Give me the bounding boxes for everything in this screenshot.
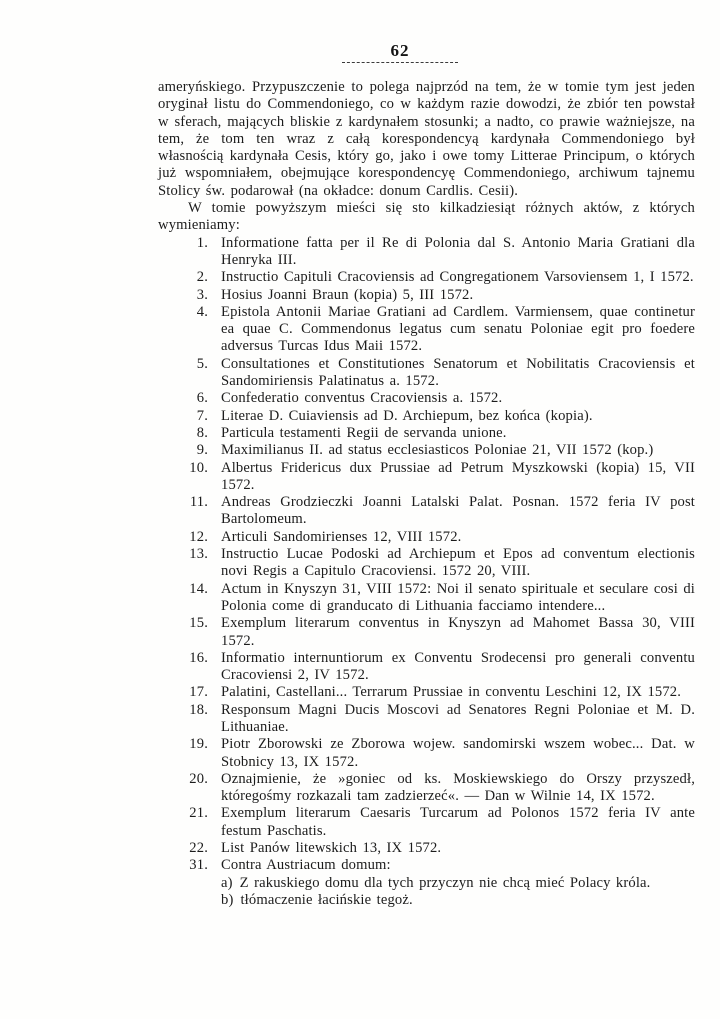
item-text (221, 736, 695, 771)
item-text (221, 771, 695, 806)
list-item (158, 771, 695, 806)
item-text-main: Maximilianus II. ad status ecclesiasticos Poloniae 21, VII 1572 (kop.) (221, 442, 654, 459)
item-text (221, 805, 695, 840)
text-block (158, 79, 695, 909)
item-number: 10. (189, 459, 208, 476)
list-item (158, 356, 695, 391)
item-number: 16. (189, 649, 208, 666)
page-header (340, 42, 460, 63)
act-list (158, 235, 695, 910)
item-number: 20. (189, 770, 208, 787)
list-item (158, 857, 695, 909)
item-text (221, 494, 695, 529)
item-number: 14. (189, 580, 208, 597)
item-number: 2. (196, 269, 208, 286)
item-number: 4. (196, 303, 208, 320)
item-text (221, 304, 695, 356)
item-text-main: Epistola Antonii Mariae Gratiani ad Cardlem. Varmiensem, quae continetur ea quae C. Commendonus legatus cum senatu Poloniae egit pro foedere adversus Turcas Idus Maii 1572. (221, 303, 695, 355)
list-item (158, 425, 695, 442)
item-text-main: Hosius Joanni Braun (kopia) 5, III 1572. (221, 286, 474, 303)
list-item (158, 287, 695, 304)
item-text (221, 390, 695, 407)
list-item (158, 684, 695, 701)
item-number: 19. (189, 736, 208, 753)
item-text-main: Albertus Fridericus dux Prussiae ad Petrum Myszkowski (kopia) 15, VII 1572. (221, 459, 695, 493)
list-item (158, 581, 695, 616)
item-number: 7. (196, 407, 208, 424)
list-item (158, 805, 695, 840)
item-text (221, 529, 695, 546)
item-text (221, 546, 695, 581)
list-item (158, 702, 695, 737)
list-item (158, 650, 695, 685)
item-text-main: Literae D. Cuiaviensis ad D. Archiepum, bez końca (kopia). (221, 407, 593, 424)
item-text-main: Informatio internuntiorum ex Conventu Srodecensi pro generali conventu Cracoviensi 2, IV 1572. (221, 649, 695, 684)
item-text (221, 857, 695, 909)
item-text (221, 581, 695, 616)
item-text-main: Consultationes et Constitutiones Senatorum et Nobilitatis Cracoviensis et Sandomiriensis Palatinatus a. 1572. (221, 355, 695, 390)
item-text-main: Responsum Magni Ducis Moscovi ad Senatores Regni Poloniae et M. D. Lithuaniae. (221, 701, 695, 735)
sub-item-label: b) (221, 891, 234, 908)
list-item (158, 529, 695, 546)
item-text-main: Palatini, Castellani... Terrarum Prussiae in conventu Leschini 12, IX 1572. (221, 684, 682, 701)
page-number: 62 (390, 41, 410, 60)
list-item (158, 304, 695, 356)
list-item (158, 235, 695, 270)
paragraph-intro: W tomie powyższym mieści się sto kilkadziesiąt różnych aktów, z których wymieniamy: (158, 200, 695, 234)
item-text (221, 408, 695, 425)
item-number: 8. (196, 424, 208, 441)
page-number-rule (342, 62, 458, 63)
item-number: 3. (196, 286, 208, 303)
item-number: 1. (196, 234, 208, 251)
list-item (158, 494, 695, 529)
item-text-main: Actum in Knyszyn 31, VIII 1572: Noi il senato spirituale et seculare cosi di Polonia come di granducato di Lithuania facciamo intendere... (221, 580, 695, 614)
item-text-main: Oznajmienie, że »goniec od ks. Moskiewskiego do Orszy przyszedł, któregośmy rozkazali tam zadzierzeć«. — Dan w Wilnie 14, IX 1572. (221, 770, 695, 805)
item-text-main: List Panów litewskich 13, IX 1572. (221, 840, 442, 857)
item-text (221, 442, 695, 459)
item-text-main: Instructio Capituli Cracoviensis ad Congregationem Varsoviensem 1, I 1572. (221, 269, 694, 286)
item-text-main: Confederatio conventus Cracoviensis a. 1572. (221, 390, 503, 407)
item-text-main: Particula testamenti Regii de servanda unione. (221, 424, 507, 441)
item-text (221, 615, 695, 650)
item-number: 13. (189, 546, 208, 563)
list-item (158, 840, 695, 857)
item-text (221, 684, 695, 701)
list-item (158, 408, 695, 425)
item-number: 15. (189, 615, 208, 632)
item-text-main: Piotr Zborowski ze Zborowa wojew. sandomirski wszem wobec... Dat. w Stobnicy 13, IX 1572. (221, 736, 695, 770)
list-item (158, 736, 695, 771)
item-text (221, 840, 695, 857)
sub-item-label: a) (221, 874, 233, 891)
item-text-main: Articuli Sandomirienses 12, VIII 1572. (221, 528, 462, 545)
item-text (221, 650, 695, 685)
item-text (221, 356, 695, 391)
item-number: 11. (189, 494, 208, 511)
item-number: 17. (189, 684, 208, 701)
item-number: 6. (196, 390, 208, 407)
item-text (221, 425, 695, 442)
item-text-main: Exemplum literarum Caesaris Turcarum ad Polonos 1572 feria IV ante festum Paschatis. (221, 805, 695, 839)
item-number: 22. (189, 840, 208, 857)
item-text-main: Andreas Grodzieczki Joanni Latalski Palat. Posnan. 1572 feria IV post Bartolomeum. (221, 494, 695, 528)
list-item (158, 269, 695, 286)
list-item (158, 390, 695, 407)
item-text (221, 269, 695, 286)
sub-item-text: tłómaczenie łacińskie tegoż. (240, 891, 413, 908)
item-number: 21. (189, 805, 208, 822)
item-number: 31. (189, 857, 208, 874)
item-number: 18. (189, 701, 208, 718)
list-item (158, 615, 695, 650)
list-item (158, 546, 695, 581)
sub-item-text: Z rakuskiego domu dla tych przyczyn nie chcą mieć Polacy króla. (239, 874, 651, 891)
item-number: 9. (196, 442, 208, 459)
item-text-main: Contra Austriacum domum: (221, 857, 391, 874)
item-text (221, 460, 695, 495)
item-number: 12. (189, 528, 208, 545)
sub-item (221, 875, 695, 892)
paragraph-continuation: ameryńskiego. Przypuszczenie to polega najprzód na tem, że w tomie tym jest jeden oryginał listu do Commendoniego, co w każdym razie dowodzi, że zbiór ten powstał w sferach, mających bliskie z kardynałem stosunki; a nadto, co prawie ważniejsze, na tem, że tom ten wraz z całą korespondencyą kardynała Commendoniego był własnością kardynała Cesis, który go, jako i owe tomy Litterae Principum, o których już wspomniałem, obejmujące korespondencyę Commendoniego, archiwum tajnemu Stolicy św. podarował (na okładce: donum Cardlis. Cesii). (158, 79, 695, 199)
item-text (221, 235, 695, 270)
item-number: 5. (196, 355, 208, 372)
list-item (158, 460, 695, 495)
item-text-main: Instructio Lucae Podoski ad Archiepum et Epos ad conventum electionis novi Regis a Capitulo Cracoviensi. 1572 20, VIII. (221, 546, 695, 580)
item-text (221, 287, 695, 304)
sub-item (221, 892, 695, 909)
item-text-main: Exemplum literarum conventus in Knyszyn ad Mahomet Bassa 30, VIII 1572. (221, 615, 695, 649)
item-text (221, 702, 695, 737)
list-item (158, 442, 695, 459)
item-text-main: Informatione fatta per il Re di Polonia dal S. Antonio Maria Gratiani dla Henryka III. (221, 234, 695, 268)
